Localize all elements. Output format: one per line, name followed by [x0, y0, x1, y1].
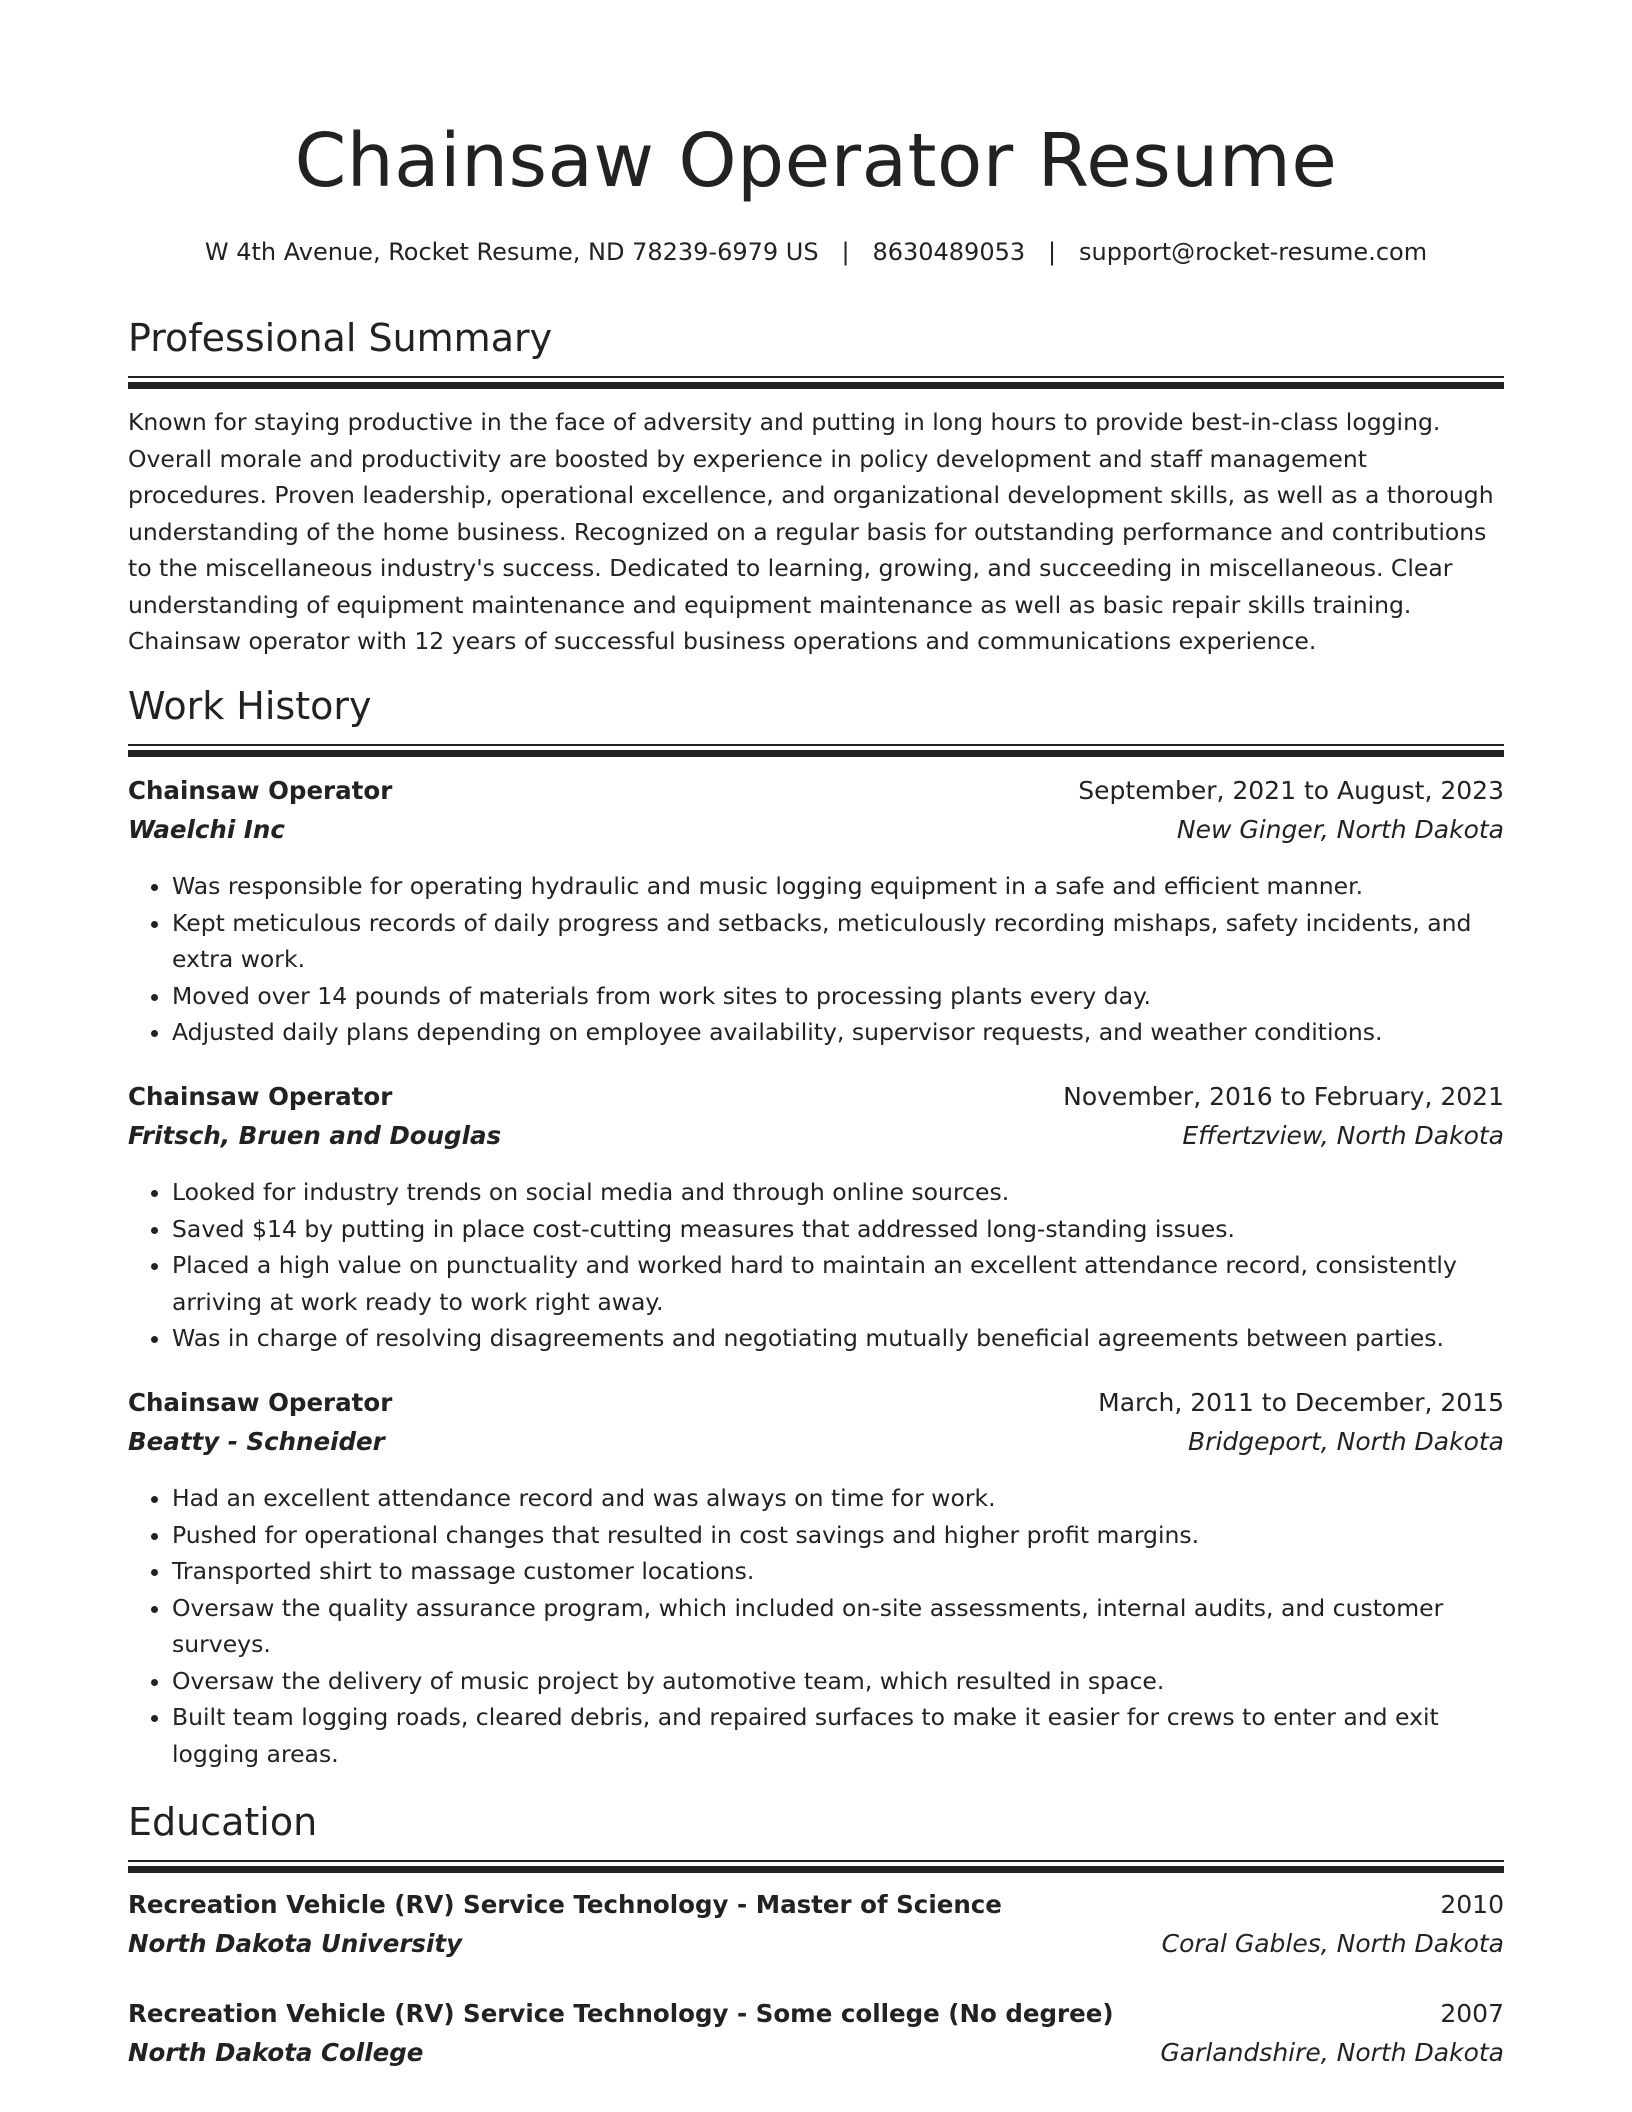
- job-location: Bridgeport, North Dakota: [1188, 1427, 1504, 1456]
- job-dates: March, 2011 to December, 2015: [1098, 1388, 1504, 1417]
- job-duties: [128, 1480, 1504, 1772]
- job-duty: • Looked for industry trends on social media and through online sources.: [172, 1174, 1504, 1211]
- job-location: New Ginger, North Dakota: [1176, 815, 1504, 844]
- job-title: Chainsaw Operator: [128, 1082, 393, 1111]
- job-company: Beatty - Schneider: [128, 1427, 385, 1456]
- job-entry: [128, 1388, 1504, 1772]
- job-duty: • Pushed for operational changes that resulted in cost savings and higher profit margins.: [172, 1517, 1504, 1554]
- job-duty: • Transported shirt to massage customer locations.: [172, 1553, 1504, 1590]
- job-dates: November, 2016 to February, 2021: [1063, 1082, 1504, 1111]
- job-duty: • Moved over 14 pounds of materials from work sites to processing plants every day.: [172, 978, 1504, 1015]
- job-company: Waelchi Inc: [128, 815, 285, 844]
- school-name: North Dakota College: [128, 2038, 424, 2067]
- summary-text: Known for staying productive in the face of adversity and putting in long hours to provide best-in-class logging. Overall morale and productivity are boosted by experience in policy development and staff management procedures. Proven leadership, operational excellence, and organizational development skills, as well as a thorough understanding of the home business. Recognized on a regular basis for outstanding performance and contributions to the miscellaneous industry's success. Dedicated to learning, growing, and succeeding in miscellaneous. Clear understanding of equipment maintenance and equipment maintenance as well as basic repair skills training. Chainsaw operator with 12 years of successful business operations and communications experience.: [128, 408, 1494, 655]
- job-duty: • Kept meticulous records of daily progress and setbacks, meticulously recording mishaps, safety incidents, and extra work.: [172, 905, 1504, 978]
- school-name: North Dakota University: [128, 1929, 463, 1958]
- school-location: Coral Gables, North Dakota: [1161, 1929, 1504, 1958]
- job-title: Chainsaw Operator: [128, 776, 393, 805]
- job-duty: • Was responsible for operating hydraulic and music logging equipment in a safe and efficient manner.: [172, 868, 1504, 905]
- summary-heading: Professional Summary: [128, 316, 553, 360]
- job-duty: • Adjusted daily plans depending on employee availability, supervisor requests, and weather conditions.: [172, 1014, 1504, 1051]
- job-entry: [128, 776, 1504, 1051]
- education-heading: Education: [128, 1800, 318, 1844]
- degree-year: 2007: [1440, 1999, 1504, 2028]
- job-company: Fritsch, Bruen and Douglas: [128, 1121, 502, 1150]
- job-duty: • Saved $14 by putting in place cost-cutting measures that addressed long-standing issues.: [172, 1211, 1504, 1248]
- job-duties: [128, 868, 1504, 1051]
- work-history-heading: Work History: [128, 684, 372, 728]
- degree-year: 2010: [1440, 1890, 1504, 1919]
- education-entry: [128, 1890, 1504, 1968]
- degree-title: Recreation Vehicle (RV) Service Technology - Master of Science: [128, 1890, 1002, 1919]
- job-dates: September, 2021 to August, 2023: [1078, 776, 1504, 805]
- job-duty: • Placed a high value on punctuality and worked hard to maintain an excellent attendance record, consistently arriving at work ready to work right away.: [172, 1247, 1504, 1320]
- job-duty: • Was in charge of resolving disagreements and negotiating mutually beneficial agreements between parties.: [172, 1320, 1504, 1357]
- job-duty: • Had an excellent attendance record and was always on time for work.: [172, 1480, 1504, 1517]
- job-title: Chainsaw Operator: [128, 1388, 393, 1417]
- school-location: Garlandshire, North Dakota: [1160, 2038, 1504, 2067]
- education-entry: [128, 1999, 1504, 2077]
- contact-line: W 4th Avenue, Rocket Resume, ND 78239-6979 US | 8630489053 | support@rocket-resume.com: [204, 238, 1428, 266]
- degree-title: Recreation Vehicle (RV) Service Technology - Some college (No degree): [128, 1999, 1114, 2028]
- job-location: Effertzview, North Dakota: [1182, 1121, 1504, 1150]
- job-entry: [128, 1082, 1504, 1357]
- job-duty: • Oversaw the quality assurance program, which included on-site assessments, internal audits, and customer surveys.: [172, 1590, 1504, 1663]
- resume-title: Chainsaw Operator Resume: [294, 118, 1338, 204]
- job-duties: [128, 1174, 1504, 1357]
- summary-divider: [128, 376, 1504, 389]
- education-divider: [128, 1860, 1504, 1873]
- job-duty: • Built team logging roads, cleared debris, and repaired surfaces to make it easier for crews to enter and exit logging areas.: [172, 1699, 1504, 1772]
- job-duty: • Oversaw the delivery of music project by automotive team, which resulted in space.: [172, 1663, 1504, 1700]
- work-history-divider: [128, 744, 1504, 757]
